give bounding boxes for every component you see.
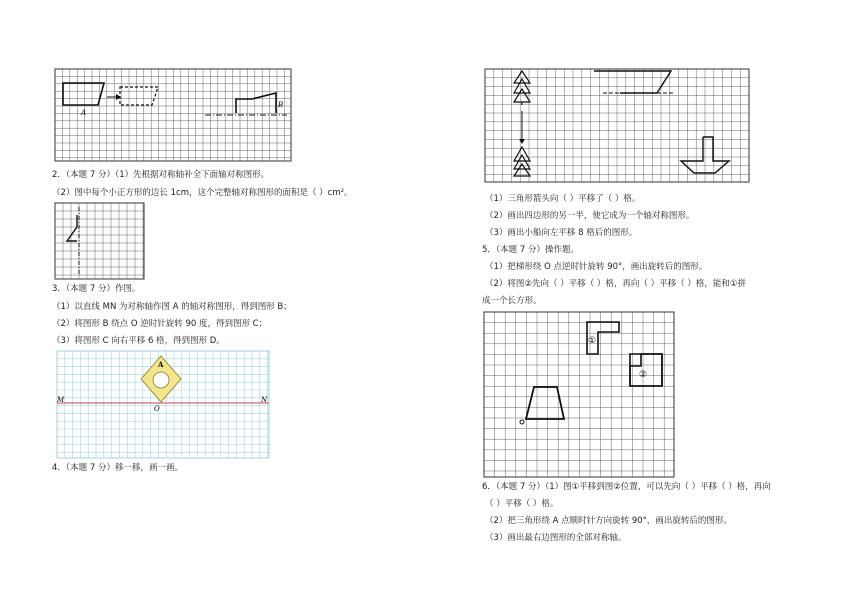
q6-sub3: （3）画出最右边图形的全部对称轴。 bbox=[485, 533, 627, 543]
q6-title2: （ ）平移（ ）格。 bbox=[485, 499, 559, 509]
grid-q1 bbox=[55, 69, 291, 161]
triangle-arrow-top bbox=[514, 71, 530, 83]
label-a-3: A bbox=[158, 360, 164, 369]
label-1: ① bbox=[588, 336, 597, 346]
q4-title: 4．（本题 7 分）移一移，画一画。 bbox=[52, 463, 183, 473]
dashed-shape bbox=[120, 87, 158, 105]
q6-sub2: （2）把三角形绕 A 点顺时针方向旋转 90°，画出旋转后的图形。 bbox=[485, 516, 732, 526]
grid-q2 bbox=[55, 203, 144, 279]
grid-q5 bbox=[484, 312, 674, 477]
label-a: A bbox=[81, 109, 87, 117]
label-m: M bbox=[57, 396, 65, 404]
q5-sub2a: （2）将图②先向（ ）平移（ ）格，再向（ ）平移（ ）格，能和①拼 bbox=[485, 279, 746, 289]
grid-q4 bbox=[485, 69, 749, 182]
q2-title: 2．（本题 7 分）（1）先根据对称轴补全下面轴对称图形。 bbox=[52, 170, 270, 180]
q5-sub1: （1）把梯形绕 O 点逆时针旋转 90°，画出旋转后的图形。 bbox=[485, 262, 708, 272]
shape-b bbox=[236, 93, 276, 113]
shape-a bbox=[63, 83, 104, 105]
label-b: B bbox=[278, 101, 284, 109]
quad-half bbox=[594, 71, 671, 93]
label-2: ② bbox=[639, 370, 648, 380]
q4-sub2: （2）画出四边形的另一半，使它成为一个轴对称图形。 bbox=[485, 211, 695, 221]
grid-q3 bbox=[57, 351, 269, 458]
point-o bbox=[520, 420, 524, 424]
label-n: N bbox=[261, 396, 268, 404]
q5-sub2b: 成一个长方形。 bbox=[482, 296, 542, 306]
q4-sub3: （3）画出小船向左平移 8 格后的图形。 bbox=[485, 228, 638, 238]
q4-sub1: （1）三角形箭头向（ ）平移了（ ）格。 bbox=[485, 194, 641, 204]
q3-title: 3．（本题 7 分）作图。 bbox=[52, 284, 141, 294]
q6-title: 6．（本题 7 分）（1）图①平移到图②位置，可以先向（ ）平移（ ）格，再向 bbox=[482, 482, 771, 492]
q3-sub2: （2）将图形 B 绕点 O 逆时针旋转 90 度，得到图形 C； bbox=[52, 319, 268, 329]
q2-sub2: （2）图中每个小正方形的边长 1cm，这个完整轴对称图形的面积是（ ）cm²。 bbox=[52, 188, 353, 198]
q3-sub3: （3）将图形 C 向右平移 6 格，得到图形 D。 bbox=[52, 336, 225, 346]
label-o: O bbox=[154, 405, 160, 413]
q5-title: 5．（本题 7 分）操作题。 bbox=[482, 245, 579, 255]
q3-sub1: （1）以直线 MN 为对称轴作图 A 的轴对称图形，得到图形 B； bbox=[52, 302, 292, 312]
